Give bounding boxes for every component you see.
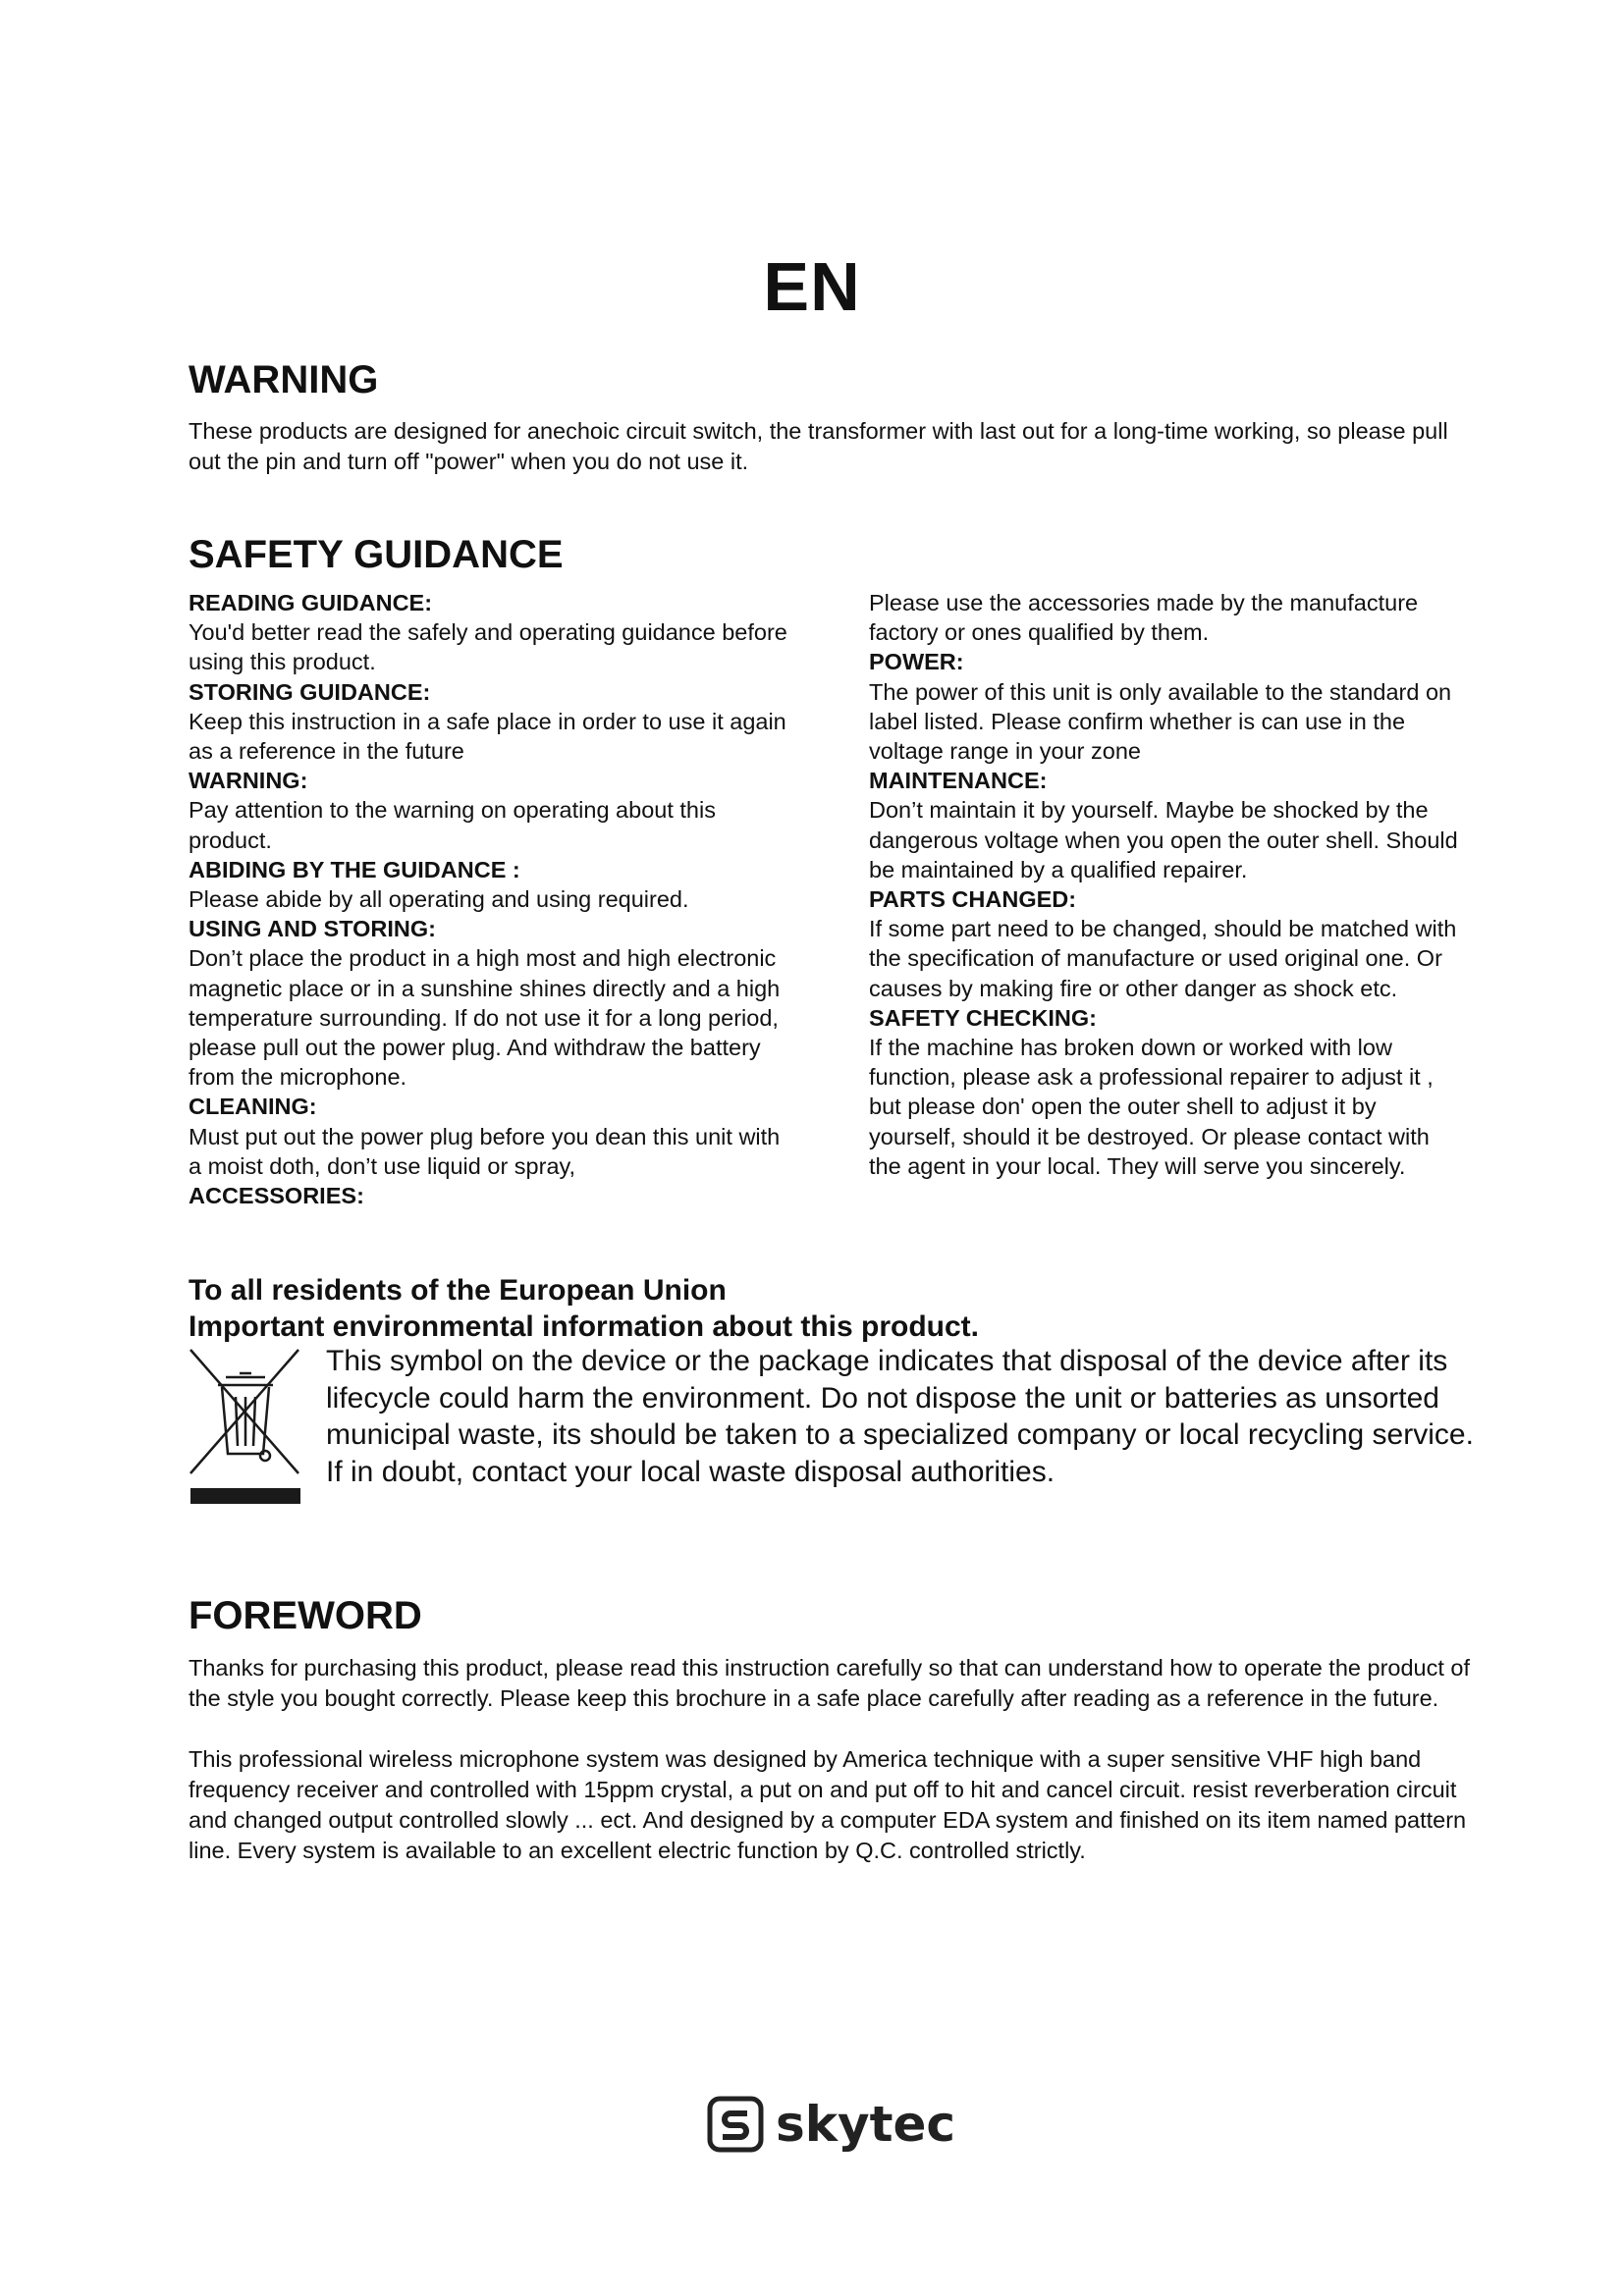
warning-subtext: Pay attention to the warning on operating about this product. (189, 797, 716, 853)
eu-heading: To all residents of the European Union (189, 1274, 727, 1307)
storing-guidance-heading: STORING GUIDANCE: (189, 678, 431, 705)
skytec-s-logo-icon (707, 2096, 764, 2153)
abiding-text: Please abide by all operating and using required. (189, 886, 689, 913)
foreword-paragraph-1: Thanks for purchasing this product, please read this instruction carefully so that can understand how to operate the product of the style you bought correctly. Please keep this brochure in a safe place carefully after reading as a reference in the future. (189, 1655, 1471, 1711)
eu-disposal-text: This symbol on the device or the package indicates that disposal of the device after its lifecycle could harm the environment. Do not dispose the unit or batteries as unsorted municipal waste, its should be taken to a specialized company or local recycling service. If in doubt, contact your local waste disposal authorities. (326, 1345, 1474, 1488)
warning-heading: WARNING: (189, 768, 308, 794)
reading-guidance-heading: READING GUIDANCE: (189, 590, 433, 615)
foreword-title: FOREWORD (189, 1594, 422, 1637)
power-heading: POWER: (869, 649, 964, 675)
skytec-logo (707, 2093, 955, 2156)
safety-checking-text: If the machine has broken down or worked with low function, please ask a professional repairer to adjust it , but please don' open the outer shell to adjust it by yourself, should it be destroyed. Or please contact with the agent in your local. They will serve you sincerely. (869, 1035, 1434, 1179)
warning-title: WARNING (189, 358, 379, 401)
language-code: EN (763, 248, 861, 325)
accessories-heading: ACCESSORIES: (189, 1183, 364, 1209)
using-storing-text: Don’t place the product in a high most and high electronic magnetic place or in a sunshine shines directly and a high temperature surrounding. If do not use it for a long period, please pull out the power plug. And withdraw the battery from the microphone. (189, 945, 781, 1091)
storing-guidance-text: Keep this instruction in a safe place in order to use it again as a reference in the future (189, 708, 786, 765)
foreword-paragraph-2: This professional wireless microphone system was designed by America technique with a super sensitive VHF high band frequency receiver and controlled with 15ppm crystal, a put on and put off to hit and cancel circuit. resist reverberation circuit and changed output controlled slowly ... ect. And designed by a computer EDA system and finished on its item named pattern line. Every system is available to an excellent electric function by Q.C. controlled strictly. (189, 1746, 1467, 1863)
weee-crossed-bin-icon (189, 1348, 302, 1507)
reading-guidance-text: You'd better read the safely and operating guidance before using this product. (189, 619, 787, 675)
using-storing-heading: USING AND STORING: (189, 916, 436, 942)
warning-text: These products are designed for anechoic circuit switch, the transformer with last out for a long-time working, so please pull out the pin and turn off "power" when you do not use it. (189, 418, 1448, 474)
safety-left-column (189, 588, 787, 1210)
maintenance-heading: MAINTENANCE: (869, 768, 1048, 794)
eu-subheading: Important environmental information about this product. (189, 1310, 980, 1343)
cleaning-text: Must put out the power plug before you dean this unit with a moist doth, don’t use liquid or spray, (189, 1123, 781, 1179)
maintenance-text: Don’t maintain it by yourself. Maybe be shocked by the dangerous voltage when you open the outer shell. Should be maintained by a qualified repairer. (869, 797, 1458, 882)
parts-changed-heading: PARTS CHANGED: (869, 886, 1077, 913)
safety-title: SAFETY GUIDANCE (189, 533, 564, 576)
skytec-wordmark: skytec (776, 2096, 956, 2153)
power-text: The power of this unit is only available to the standard on label listed. Please confirm whether is can use in the voltage range in your zone (869, 678, 1452, 765)
accessories-text: Please use the accessories made by the manufacture factory or ones qualified by them. (869, 590, 1419, 646)
parts-changed-text: If some part need to be changed, should be matched with the specification of manufacture or used original one. Or causes by making fire or other danger as shock etc. (869, 916, 1457, 1001)
safety-right-column (869, 588, 1463, 1181)
safety-checking-heading: SAFETY CHECKING: (869, 1004, 1097, 1031)
abiding-heading: ABIDING BY THE GUIDANCE : (189, 856, 520, 882)
cleaning-heading: CLEANING: (189, 1094, 317, 1120)
